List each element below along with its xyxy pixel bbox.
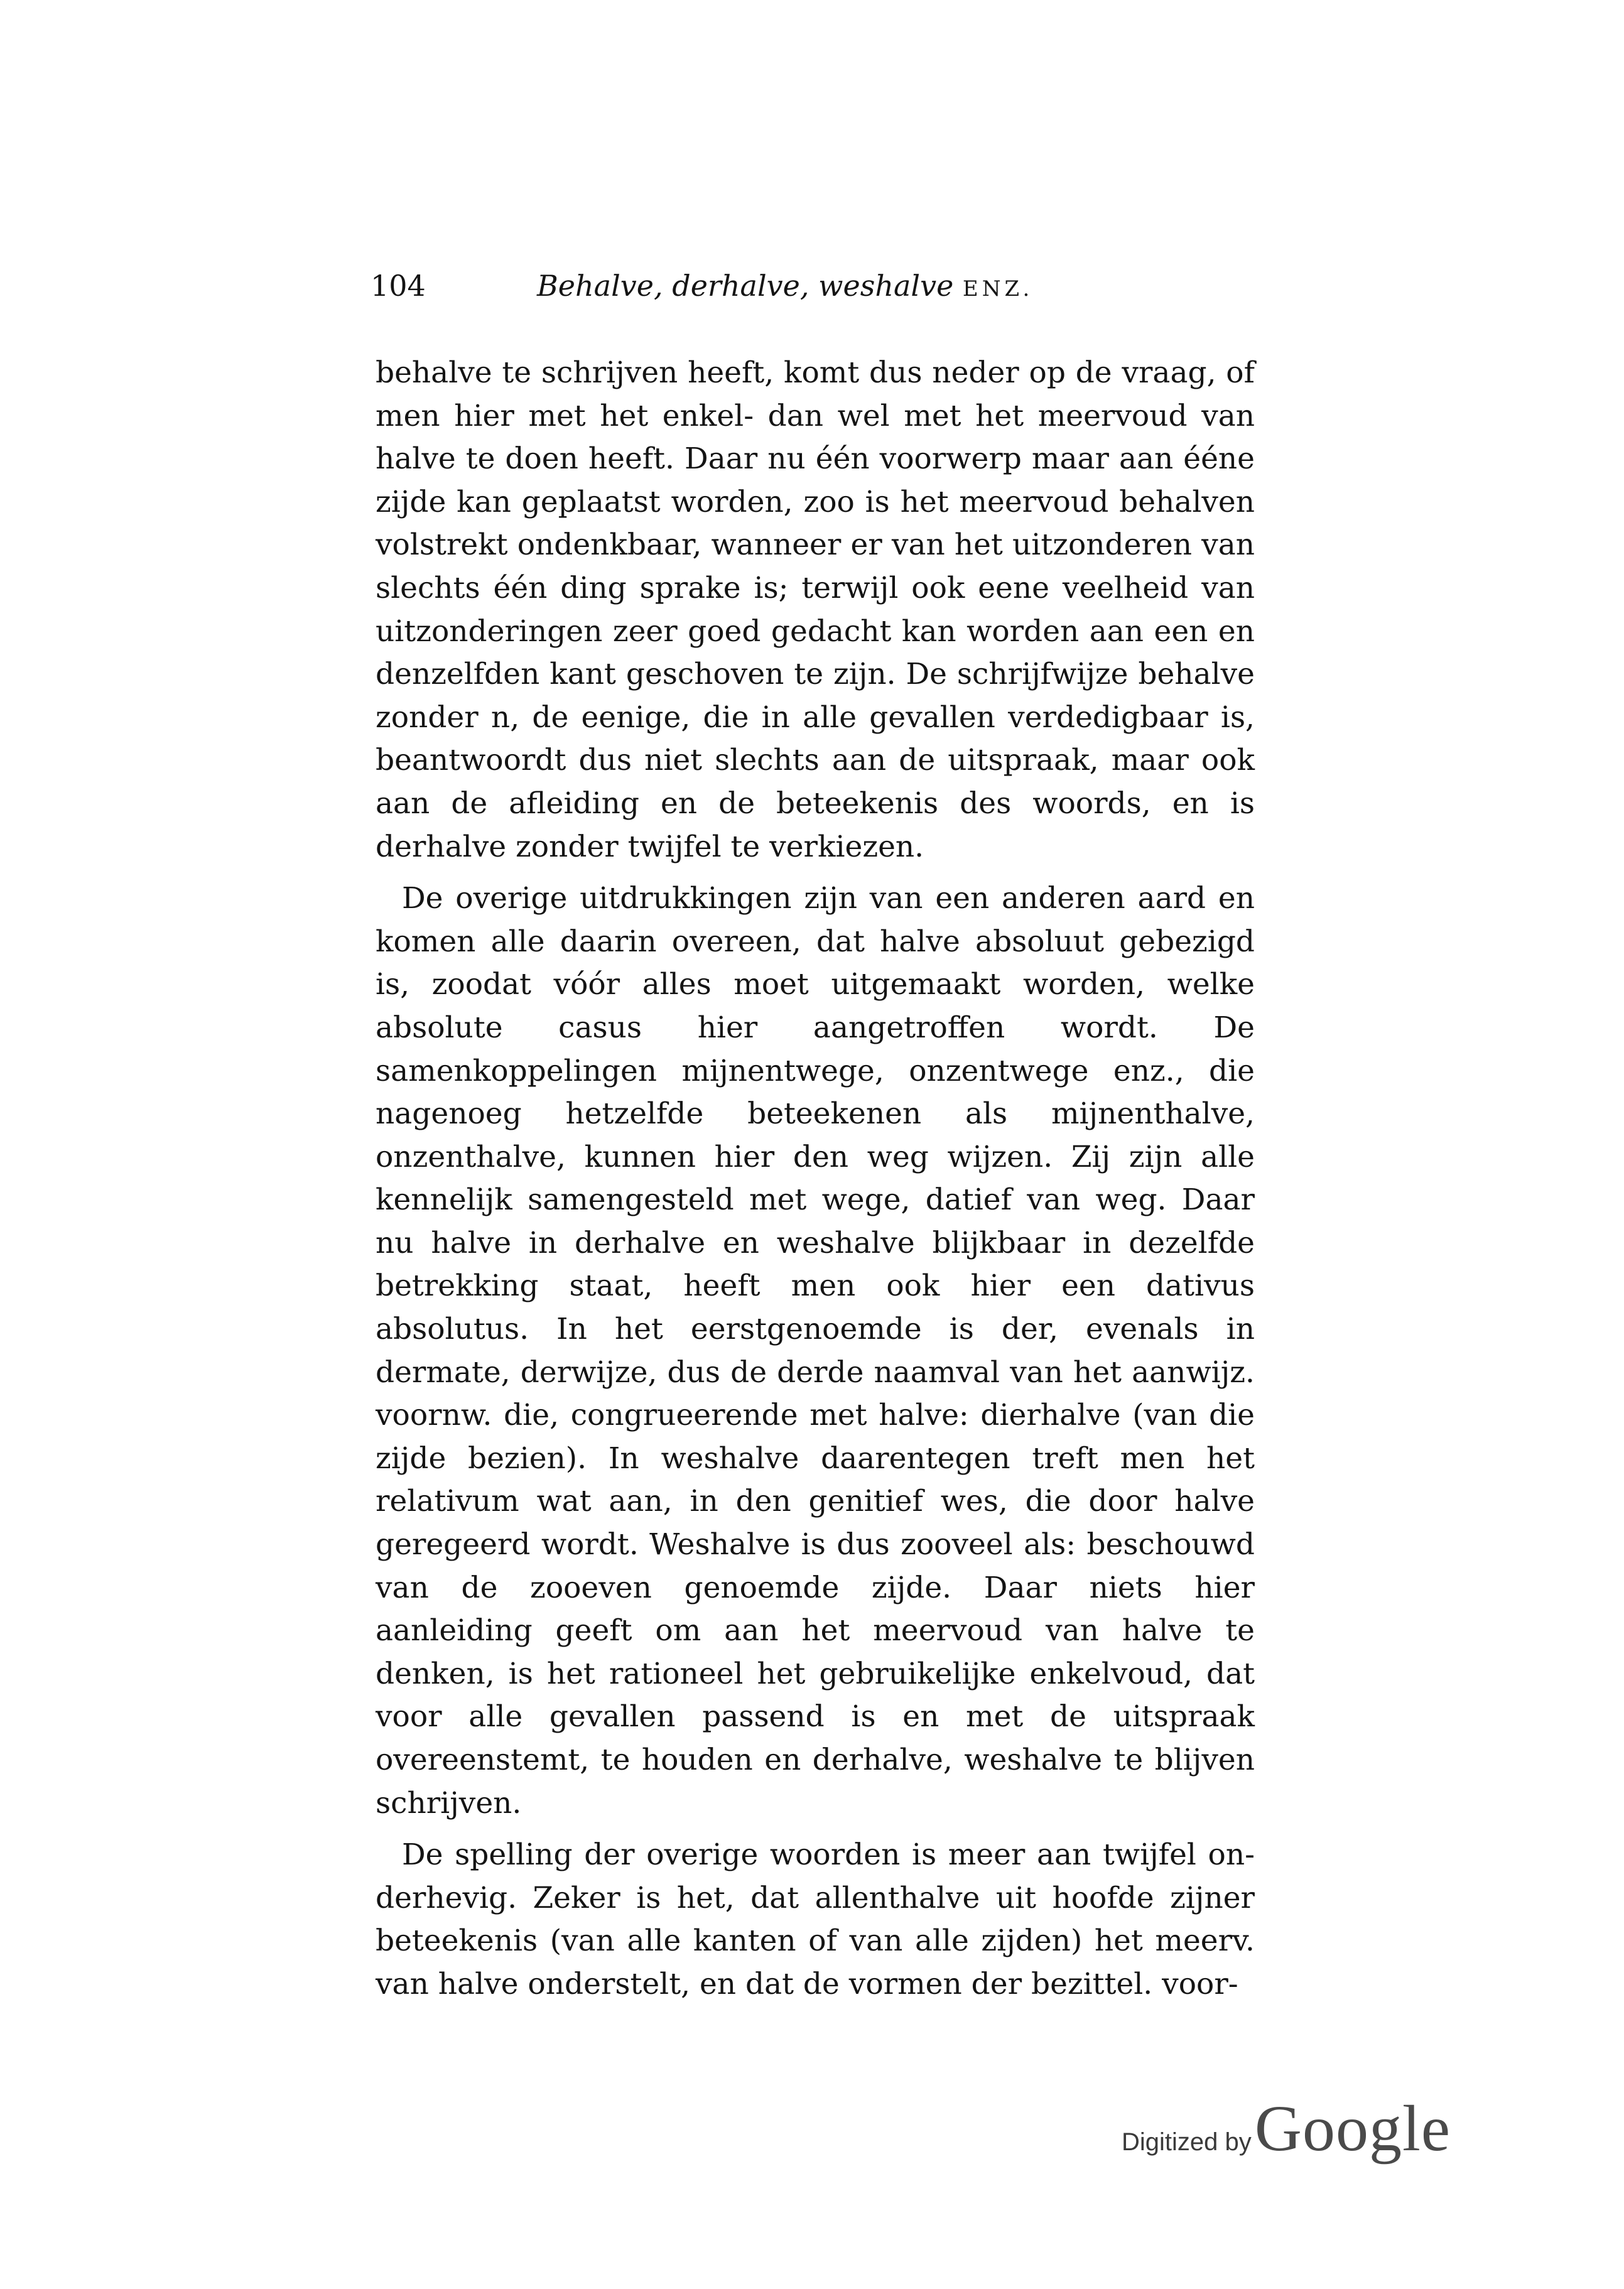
- watermark-prefix: Digitized by: [1122, 2128, 1252, 2156]
- paragraph-2: De overige uitdrukkingen zijn van een anderen aard en komen alle daarin overeen, dat halve absoluut gebezigd is, zoodat vóór alles moet uitgemaakt worden, welke absolute casus hier aangetroffen wordt. De samenkoppelingen mijnentwege, onzentwege enz., die nagenoeg hetzelfde beteekenen als mijnenthalve, onzenthalve, kunnen hier den weg wijzen. Zij zijn alle kennelijk samengesteld met wege, datief van weg. Daar nu halve in derhalve en weshalve blijkbaar in dezelfde betrekking staat, heeft men ook hier een dativus absolutus. In het eerstgenoemde is der, evenals in dermate, derwijze, dus de derde naamval van het aanwijz. voornw. die, congrueerende met halve: dierhalve (van die zijde bezien). In weshalve daarentegen treft men het relativum wat aan, in den genitief wes, die door halve geregeerd wordt. Weshalve is dus zooveel als: beschouwd van de zooeven genoemde zijde. Daar niets hier aanleiding geeft om aan het meervoud van halve te denken, is het rationeel het gebruikelijke enkelvoud, dat voor alle gevallen passend is en met de uitspraak overeenstemt, te houden en derhalve, weshalve te blijven schrijven.: [376, 881, 1255, 1821]
- running-title: [537, 264, 1033, 311]
- page-number: 104: [371, 269, 426, 303]
- google-logo: Google: [1254, 2092, 1451, 2165]
- body-text: [376, 352, 1255, 2006]
- paragraph-1: behalve te schrijven heeft, komt dus neder op de vraag, of men hier met het enkel- dan wel met het meervoud van halve te doen heeft. Daar nu één voorwerp maar aan ééne zijde kan geplaatst worden, zoo is het meervoud behalven volstrekt ondenkbaar, wanneer er van het uitzonderen van slechts één ding sprake is; terwijl ook eene veelheid van uitzonderingen zeer goed gedacht kan worden aan een en denzelfden kant geschoven te zijn. De schrijfwijze behalve zonder n, de eenige, die in alle gevallen verdedigbaar is, beantwoordt dus niet slechts aan de uitspraak, maar ook aan de afleiding en de beteekenis des woords, en is derhalve zonder twijfel te verkiezen.: [376, 355, 1255, 864]
- digitized-by-google-watermark: [1122, 2091, 1451, 2173]
- running-title-suffix: ENZ.: [962, 276, 1034, 301]
- paragraph-3: De spelling der overige woorden is meer aan twijfel onderhevig. Zeker is het, dat allenthalve uit hoofde zijner beteekenis (van alle kanten of van alle zijden) het meerv. van halve onderstelt, en dat de vormen der bezittel. voor-: [376, 1837, 1255, 2001]
- running-title-text: Behalve, derhalve, weshalve: [537, 269, 954, 303]
- running-head: [371, 264, 1269, 308]
